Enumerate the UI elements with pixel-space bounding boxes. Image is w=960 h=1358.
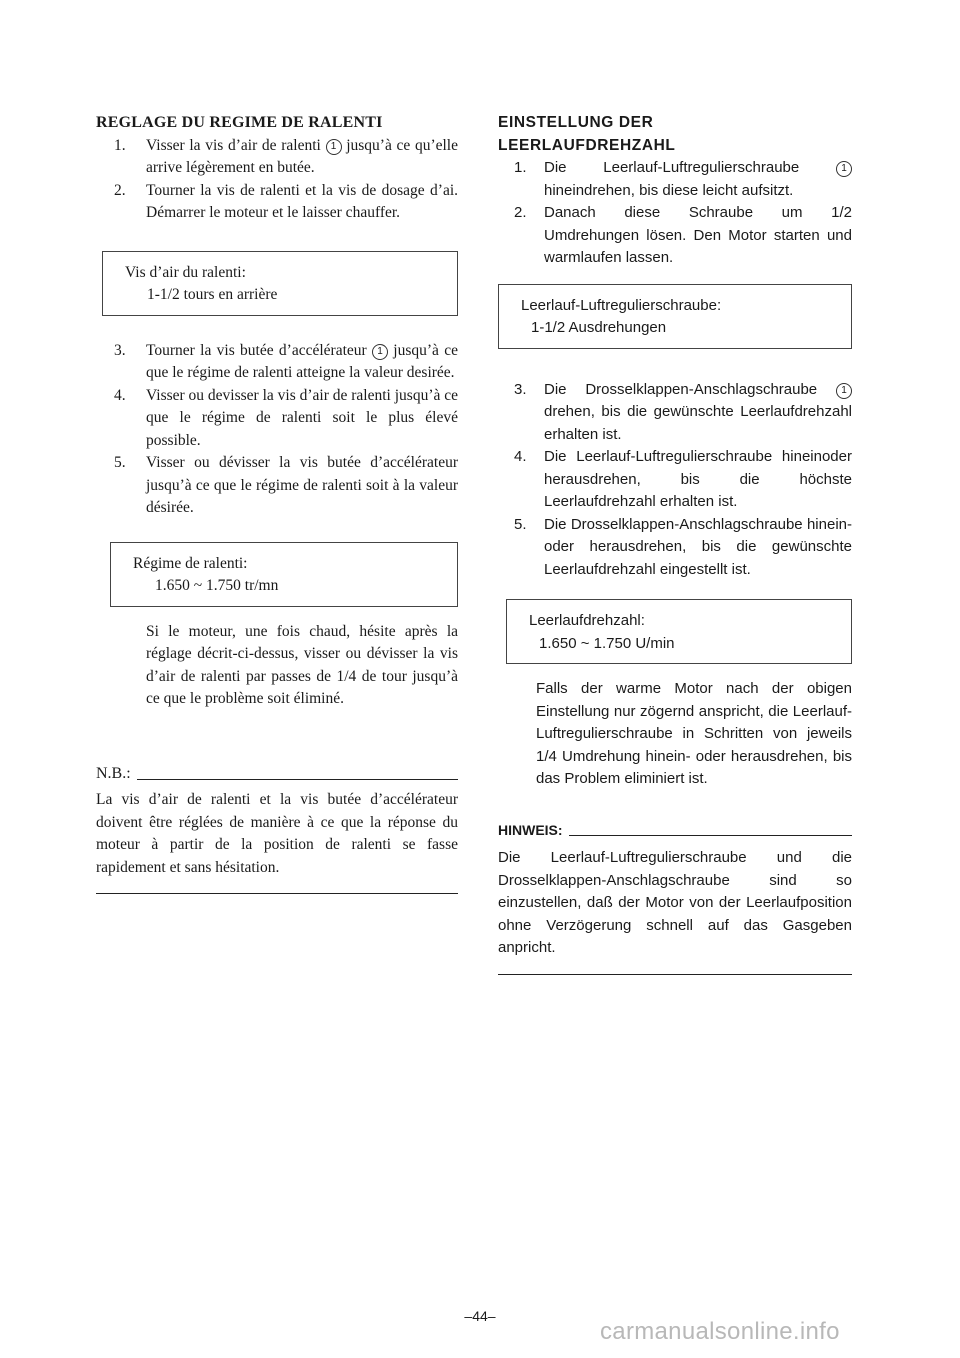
step-item: 4. Visser ou devisser la vis d’air de ralenti jusqu’à ce que le régime de ralenti soit le plus élevé possible. <box>114 386 458 449</box>
callout-number-icon: 1 <box>326 139 342 155</box>
section-title-de-line1: EINSTELLUNG DER <box>498 114 654 131</box>
section-title-fr: REGLAGE DU REGIME DE RALENTI <box>96 114 383 131</box>
step-item: 3. Tourner la vis butée d’accélérateur 1 jusqu’à ce que le régime de ralenti atteigne la valeur desirée. <box>114 341 459 381</box>
step-item: 1. Visser la vis d’air de ralenti 1 jusqu’à ce qu’elle arrive légèrement en butée. <box>114 136 458 176</box>
step-item: 2. Tourner la vis de ralenti et la vis de dosage d’ai. Démarrer le moteur et le laisser chauffer. <box>114 181 458 221</box>
steps-list-fr-b <box>96 340 458 520</box>
steps-list-de-a <box>498 157 852 270</box>
step-item: 4. Die Leerlauf-Luftregulierschraube hineinoder herausdrehen, bis die höchste Leerlaufdrehzahl erhalten ist. <box>514 448 852 510</box>
watermark: carmanualsonline.info <box>600 1318 840 1345</box>
french-column <box>96 112 458 894</box>
step-item: 3. Die Drosselklappen-Anschlagschraube 1 drehen, bis die gewünschte Leerlaufdrehzahl erhalten ist. <box>514 380 852 443</box>
note-text-fr: La vis d’air de ralenti et la vis butée d’accélérateur doivent être réglées de manière à ce que la réponse du moteur à partir de la position de ralenti se fasse rapidement et sans hésitation. <box>96 791 458 876</box>
paragraph-fr: Si le moteur, une fois chaud, hésite après la réglage décrit-ci-dessus, visser ou dévisser la vis d’air de ralenti par passes de 1/4 de tour jusqu’à ce que le problème soit éliminé. <box>146 622 458 707</box>
step-item: 1. Die Leerlauf-Luftregulierschraube 1 hineindrehen, bis diese leicht aufsitzt. <box>498 157 852 202</box>
note-bottom-rule <box>498 974 852 975</box>
note-rule <box>569 835 852 836</box>
callout-number-icon: 1 <box>836 383 852 399</box>
spec-box-idle-air-fr: Vis d’air du ralenti: 1-1/2 tours en arrière <box>102 251 458 316</box>
spec-box-idle-speed-fr: Régime de ralenti: 1.650 ~ 1.750 tr/mn <box>110 542 458 607</box>
note-rule <box>137 779 458 780</box>
callout-number-icon: 1 <box>372 344 388 360</box>
page-number: –44– <box>464 1308 496 1324</box>
section-title-de-line2: LEERLAUFDREHZAHL <box>498 136 676 154</box>
spec-box-idle-air-de: Leerlauf-Luftregulierschraube: 1-1/2 Ausdrehungen <box>498 284 852 349</box>
note-header-de <box>498 819 852 842</box>
step-item: 5. Die Drosselklappen-Anschlagschraube hinein-oder herausdrehen, bis die gewünschte Leerlaufdrehzahl eingestellt ist. <box>514 515 852 578</box>
note-label-de: HINWEIS: <box>498 821 563 838</box>
paragraph-de: Falls der warme Motor nach der obigen Einstellung nur zögernd anspricht, die Leerlauf-Luftregulierschraube in Schritten von jeweils 1/4 Umdrehung hinein- oder herausdrehen, bis das Problem eliminiert ist. <box>536 680 852 787</box>
step-item: 2. Danach diese Schraube um 1/2 Umdrehungen lösen. Den Motor starten und warmlaufen lassen. <box>514 204 852 266</box>
note-bottom-rule <box>96 893 458 894</box>
note-text-de: Die Leerlauf-Luftregulierschraube und die Drosselklappen-Anschlagschraube sind so einzustellen, daß der Motor von der Leerlaufposition ohne Verzögerung schnell auf das Gasgeben anpricht. <box>498 849 852 956</box>
step-item: 5. Visser ou dévisser la vis butée d’accélérateur jusqu’à ce que le régime de ralenti soit à la valeur désirée. <box>114 454 458 516</box>
steps-list-fr-a <box>96 135 458 225</box>
callout-number-icon: 1 <box>836 161 852 177</box>
note-header-fr <box>96 763 458 786</box>
steps-list-de-b <box>498 379 852 582</box>
spec-box-idle-speed-de: Leerlaufdrehzahl: 1.650 ~ 1.750 U/min <box>506 599 852 664</box>
german-column <box>498 112 852 975</box>
note-label-fr: N.B.: <box>96 764 131 782</box>
